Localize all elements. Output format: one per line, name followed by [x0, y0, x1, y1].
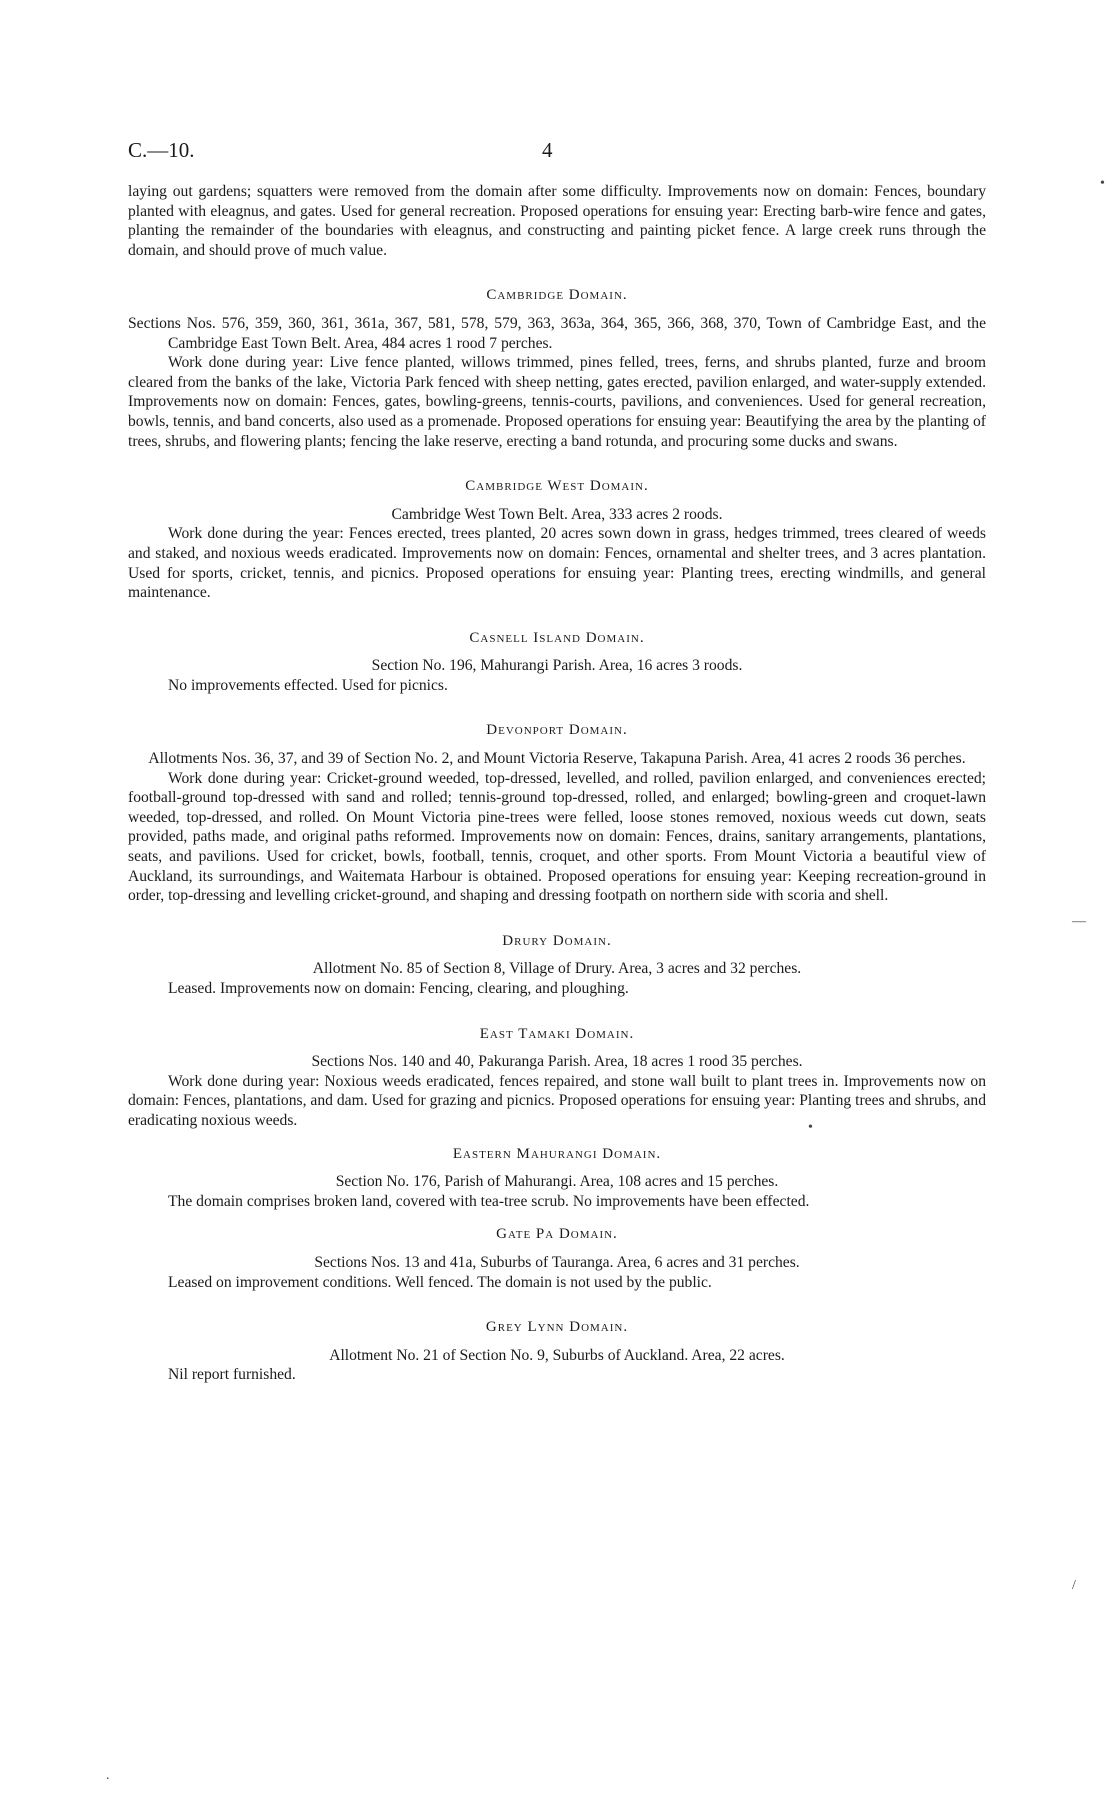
section-location: Section No. 196, Mahurangi Parish. Area, 16 acres 3 roods.	[371, 657, 743, 675]
scan-stroke: /	[1072, 1578, 1076, 1593]
section-body: Leased. Improvements now on domain: Fencing, clearing, and ploughing.	[168, 980, 629, 997]
section-location: Section No. 176, Parish of Mahurangi. Area, 108 acres and 15 perches.	[335, 1173, 779, 1191]
section-heading: East Tamaki Domain.	[479, 1025, 635, 1042]
section-body: Work done during the year: Fences erected, trees planted, 20 acres sown down in grass, hedges trimmed, trees cleared of weeds and staked, and noxious weeds eradicated. Improvements now on domain: Fences, ornamental and shelter trees, and 3 acres plantation. Used for sports, cricket, tennis, and picnics. Proposed operations for ensuing year: Planting trees, erecting windmills, and general maintenance.	[128, 525, 986, 602]
section-location: Allotments Nos. 36, 37, and 39 of Section No. 2, and Mount Victoria Reserve, Takapuna Parish. Area, 41 acres 2 roods 36 perches.	[148, 750, 966, 768]
section-location: Allotment No. 21 of Section No. 9, Suburbs of Auckland. Area, 22 acres.	[329, 1346, 785, 1364]
scan-speck: •	[1100, 176, 1105, 191]
section-heading: Casnell Island Domain.	[469, 629, 645, 646]
page-body	[128, 182, 986, 1385]
section-body: No improvements effected. Used for picnics.	[168, 676, 448, 694]
section-heading: Cambridge West Domain.	[465, 478, 649, 495]
scan-dash: —	[1072, 914, 1086, 929]
section-location: Allotment No. 85 of Section 8, Village of Drury. Area, 3 acres and 32 perches.	[312, 960, 802, 978]
section-body: Work done during year: Live fence planted, willows trimmed, pines felled, trees, ferns, and shrubs planted, furze and broom cleared from the banks of the lake, Victoria Park fenced with sheep netting, gates erected, pavilion enlarged, and water-supply extended. Improvements now on domain: Fences, gates, bowling-greens, tennis-courts, pavilions, and conveniences. Used for general recreation, bowls, tennis, and band concerts, also used as a promenade. Proposed operations for ensuing year: Beautifying the area by the planting of trees, shrubs, and flowering plants; fencing the lake reserve, erecting a band rotunda, and procuring some ducks and swans.	[128, 354, 986, 450]
section-location: Sections Nos. 13 and 41a, Suburbs of Tauranga. Area, 6 acres and 31 perches.	[314, 1253, 800, 1271]
section-location: Sections Nos. 140 and 40, Pakuranga Parish. Area, 18 acres 1 rood 35 perches.	[311, 1053, 803, 1071]
section-heading: Gate Pa Domain.	[496, 1226, 618, 1243]
intro-paragraph: laying out gardens; squatters were removed from the domain after some difficulty. Improvements now on domain: Fences, boundary planted with eleagnus, and gates. Used for general recreation. Proposed operations for ensuing year: Erecting barb-wire fence and gates, planting the remainder of the boundaries with eleagnus, and constructing and painting picket fence. A large creek runs through the domain, and should prove of much value.	[128, 183, 986, 259]
section-body: Work done during year: Noxious weeds eradicated, fences repaired, and stone wall built to plant trees in. Improvements now on domain: Fences, plantations, and dam. Used for grazing and picnics. Proposed operations for ensuing year: Planting trees and shrubs, and eradicating noxious weeds.	[128, 1072, 986, 1129]
section-heading: Drury Domain.	[502, 932, 612, 949]
document-reference: C.—10.	[128, 138, 195, 162]
section-body: Leased on improvement conditions. Well fenced. The domain is not used by the public.	[168, 1273, 712, 1291]
page-header	[128, 138, 986, 164]
section-heading: Cambridge Domain.	[486, 287, 628, 304]
scan-speck: .	[106, 1768, 110, 1783]
page-number: 4	[542, 138, 553, 162]
section-heading: Eastern Mahurangi Domain.	[452, 1145, 662, 1162]
section-body: The domain comprises broken land, covered with tea-tree scrub. No improvements have been effected.	[168, 1192, 810, 1210]
section-location: Sections Nos. 576, 359, 360, 361, 361a, 367, 581, 578, 579, 363, 363a, 364, 365, 366, 368, 370, Town of Cambridge East, and the Cambridge East Town Belt. Area, 484 acres 1 rood 7 perches.	[128, 314, 986, 352]
scan-speck: •	[808, 1120, 813, 1135]
section-body: Nil report furnished.	[168, 1366, 296, 1384]
section-heading: Grey Lynn Domain.	[485, 1319, 629, 1336]
section-body: Work done during year: Cricket-ground weeded, top-dressed, levelled, and rolled, pavilion enlarged, and conveniences erected; football-ground top-dressed with sand and rolled; tennis-ground top-dressed, rolled, and enlarged; bowling-green and croquet-lawn weeded, top-dressed, and rolled. On Mount Victoria pine-trees were felled, loose stones removed, noxious weeds cut down, seats provided, paths made, and original paths reformed. Improvements now on domain: Fences, drains, sanitary arrangements, plantations, seats, and pavilions. Used for cricket, bowls, football, tennis, croquet, and other sports. From Mount Victoria a beautiful view of Auckland, its surroundings, and Waitemata Harbour is obtained. Proposed operations for ensuing year: Keeping recreation-ground in order, top-dressing and levelling cricket-ground, and shaping and dressing footpath on northern side with scoria and shell.	[128, 769, 986, 905]
section-heading: Devonport Domain.	[486, 722, 628, 739]
section-location: Cambridge West Town Belt. Area, 333 acres 2 roods.	[391, 505, 723, 523]
